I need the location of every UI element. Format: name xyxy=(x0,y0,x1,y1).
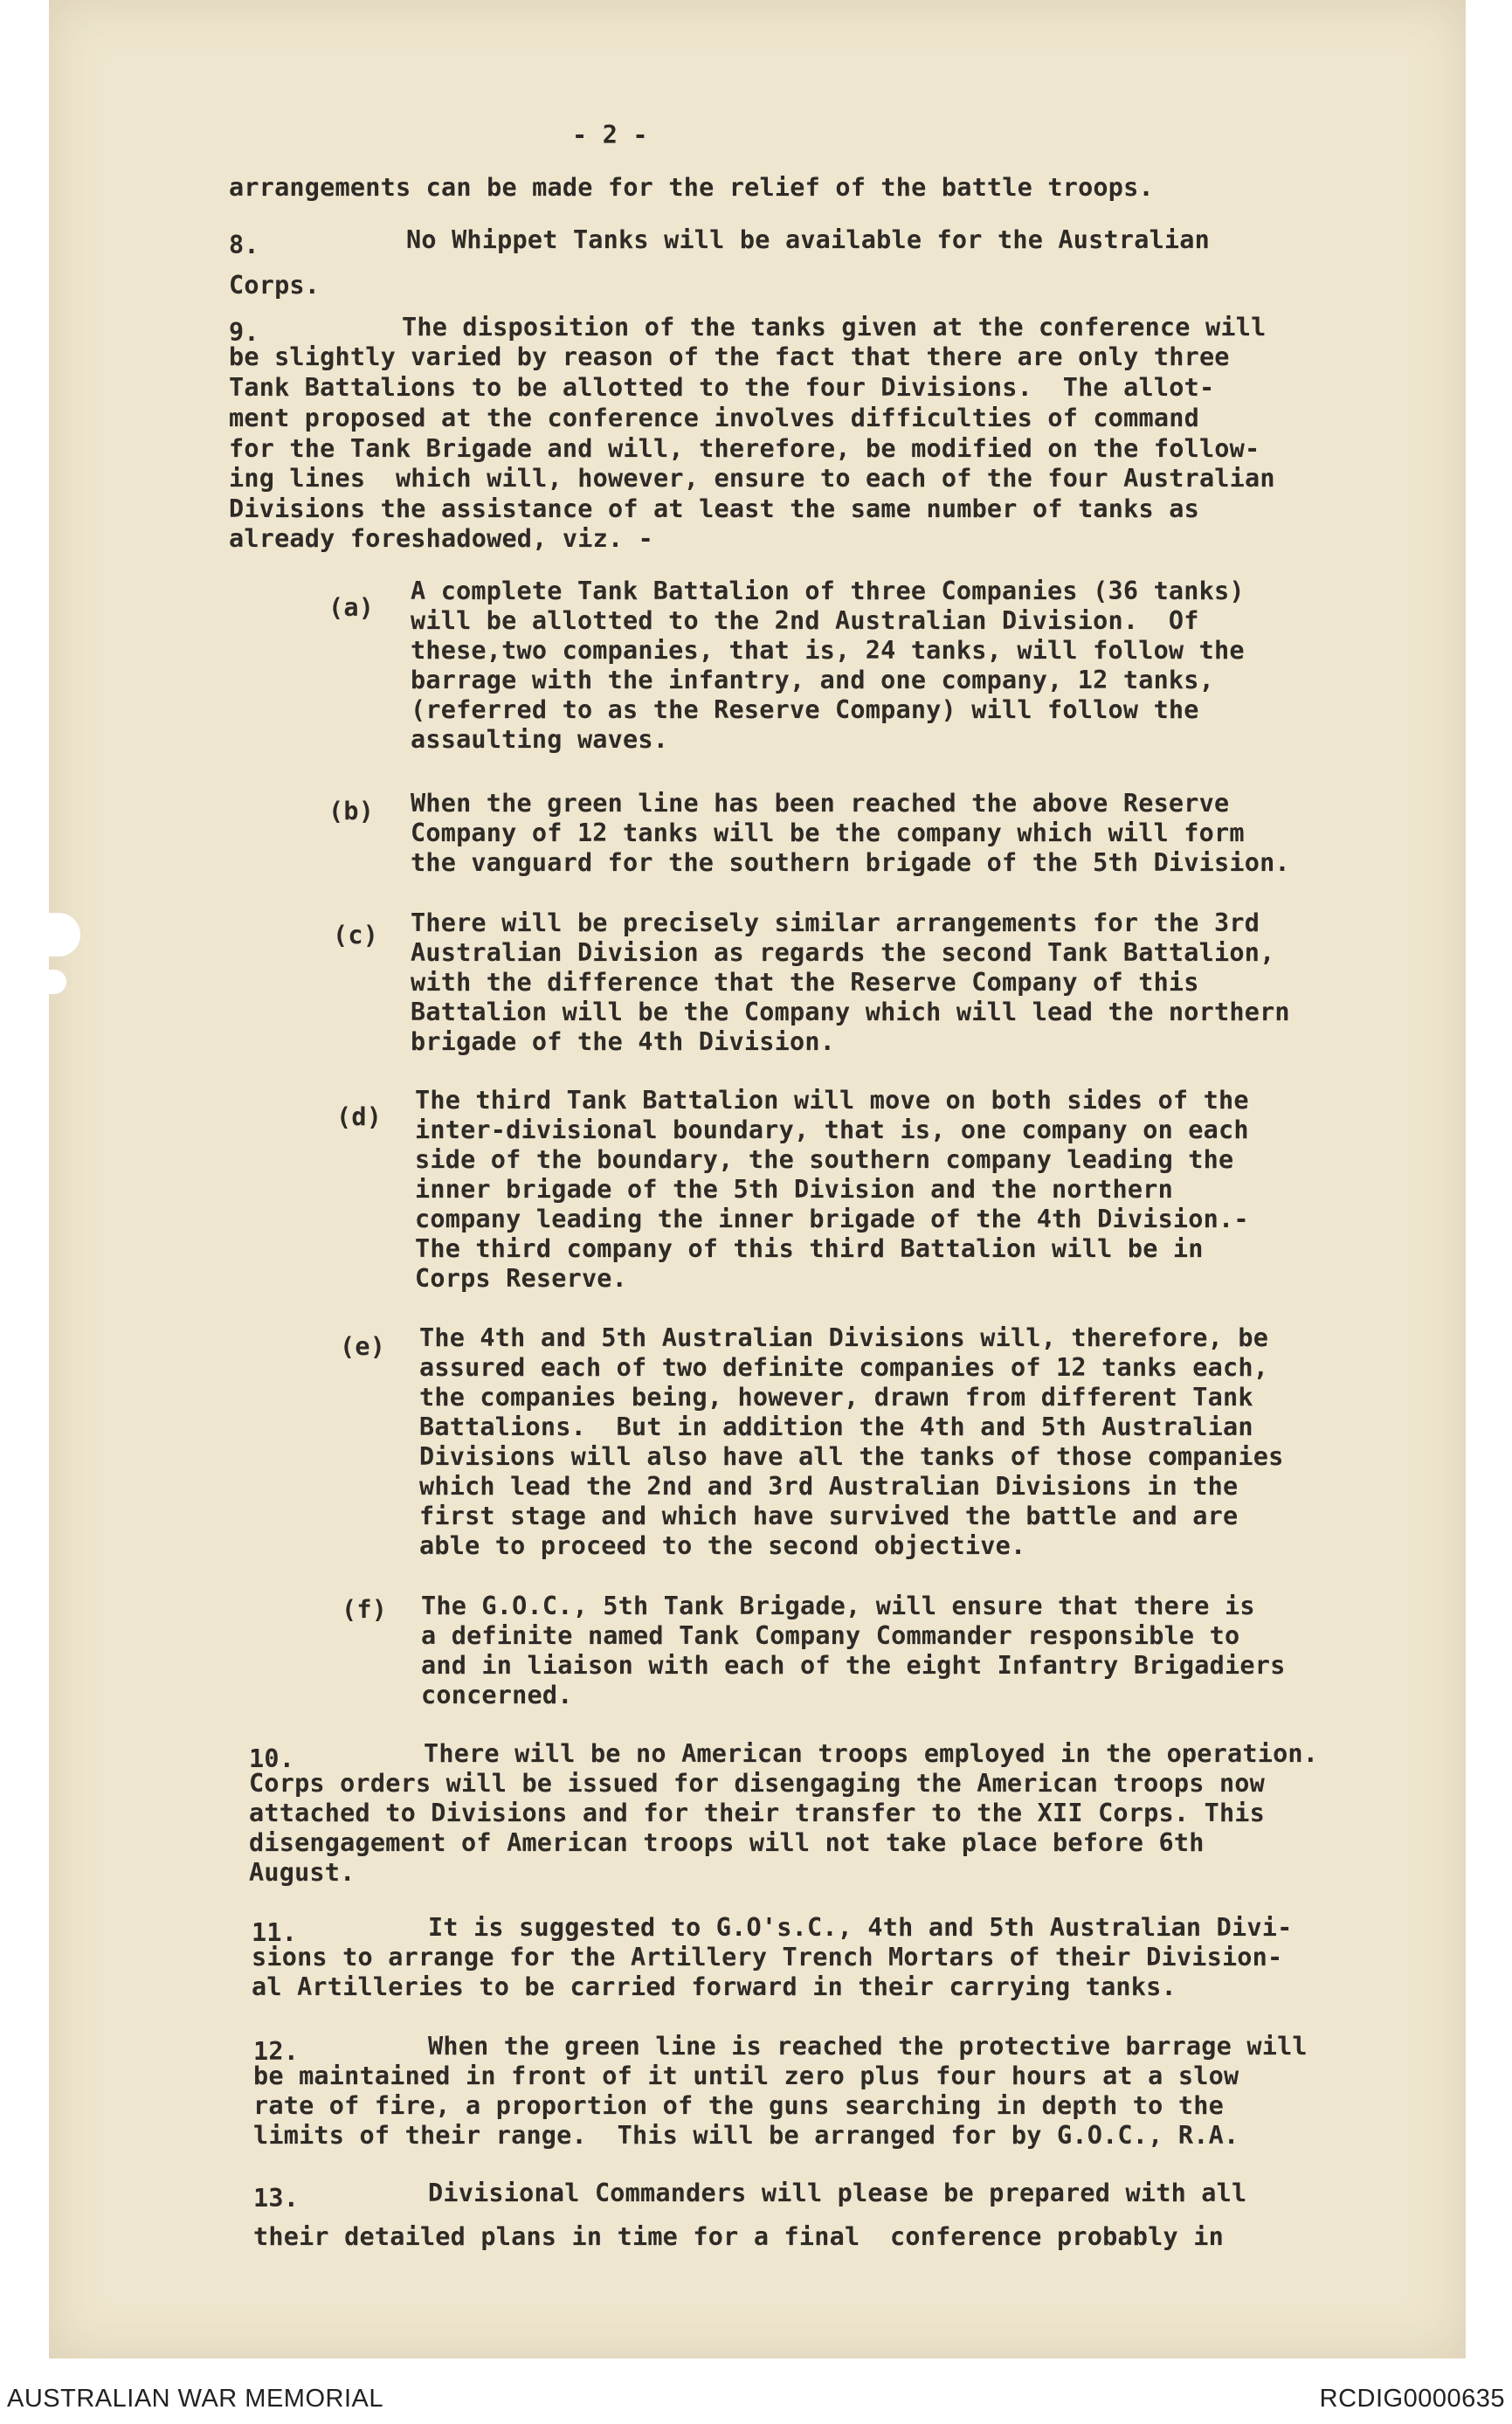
text-line: already foreshadowed, viz. - xyxy=(229,524,654,553)
text-line: Tank Battalions to be allotted to the four Divisions. The allot- xyxy=(229,373,1215,402)
text-line: the companies being, however, drawn from different Tank xyxy=(419,1383,1253,1412)
text-line: (d) xyxy=(336,1102,383,1131)
text-line: ing lines which will, however, ensure to each of the four Australian xyxy=(229,464,1275,493)
text-line: 8. xyxy=(229,231,259,259)
text-line: Australian Division as regards the second Tank Battalion, xyxy=(411,938,1275,967)
text-line: be slightly varied by reason of the fact that there are only three xyxy=(229,342,1230,371)
footer-bar xyxy=(0,2358,1512,2424)
text-line: The disposition of the tanks given at the conference will xyxy=(402,313,1267,342)
text-line: (f) xyxy=(342,1595,388,1624)
text-line: their detailed plans in time for a final conference probably in xyxy=(253,2222,1224,2251)
text-line: with the difference that the Reserve Company of this xyxy=(411,968,1199,997)
text-line: The third company of this third Battalion will be in xyxy=(415,1234,1204,1263)
text-line: 11. xyxy=(252,1918,298,1947)
text-line: It is suggested to G.O's.C., 4th and 5th Australian Divi- xyxy=(428,1913,1293,1942)
text-line: side of the boundary, the southern company leading the xyxy=(415,1145,1234,1174)
text-line: 13. xyxy=(253,2184,300,2213)
text-line: limits of their range. This will be arranged for by G.O.C., R.A. xyxy=(253,2121,1239,2150)
text-line: Divisional Commanders will please be prepared with all xyxy=(428,2179,1247,2207)
text-line: Divisions the assistance of at least the same number of tanks as xyxy=(229,494,1199,523)
text-line: The third Tank Battalion will move on both sides of the xyxy=(415,1086,1249,1115)
footer-identifier: RCDIG0000635 xyxy=(1319,2385,1505,2413)
text-line: able to proceed to the second objective. xyxy=(419,1531,1026,1560)
text-line: Company of 12 tanks will be the company which will form xyxy=(411,818,1245,847)
page-number: - 2 - xyxy=(572,121,648,149)
text-line: these,two companies, that is, 24 tanks, will follow the xyxy=(411,636,1245,665)
text-line: be maintained in front of it until zero plus four hours at a slow xyxy=(253,2061,1239,2090)
text-line: Corps. xyxy=(229,271,321,300)
text-line: the vanguard for the southern brigade of the 5th Division. xyxy=(411,848,1290,877)
text-line: No Whippet Tanks will be available for the Australian xyxy=(406,225,1210,254)
text-line: sions to arrange for the Artillery Trench Mortars of their Division- xyxy=(252,1943,1283,1972)
text-line: assaulting waves. xyxy=(411,725,669,754)
text-line: for the Tank Brigade and will, therefore, be modified on the follow- xyxy=(229,434,1260,463)
text-line: A complete Tank Battalion of three Companies (36 tanks) xyxy=(411,577,1245,605)
text-line: August. xyxy=(249,1858,356,1887)
text-line: (a) xyxy=(328,593,375,622)
text-line: inter-divisional boundary, that is, one company on each xyxy=(415,1115,1249,1144)
text-line: disengagement of American troops will not take place before 6th xyxy=(249,1828,1205,1857)
text-line: barrage with the infantry, and one company, 12 tanks, xyxy=(411,666,1214,694)
text-line: Corps orders will be issued for disengaging the American troops now xyxy=(249,1769,1266,1798)
text-line: and in liaison with each of the eight Infantry Brigadiers xyxy=(421,1651,1286,1680)
text-line: will be allotted to the 2nd Australian Division. Of xyxy=(411,606,1199,635)
text-line: which lead the 2nd and 3rd Australian Divisions in the xyxy=(419,1472,1239,1501)
text-line: al Artilleries to be carried forward in their carrying tanks. xyxy=(252,1972,1177,2001)
text-line: assured each of two definite companies of 12 tanks each, xyxy=(419,1353,1269,1382)
text-line: When the green line has been reached the above Reserve xyxy=(411,789,1230,818)
text-line: (c) xyxy=(333,921,379,950)
text-line: Battalions. But in addition the 4th and 5th Australian xyxy=(419,1412,1253,1441)
text-line: concerned. xyxy=(421,1681,573,1709)
text-line: ment proposed at the conference involves difficulties of command xyxy=(229,404,1199,432)
text-line: When the green line is reached the protective barrage will xyxy=(428,2032,1308,2061)
text-line: (b) xyxy=(328,797,375,825)
text-line: (e) xyxy=(340,1332,386,1361)
text-line: 12. xyxy=(253,2037,300,2066)
text-line: The 4th and 5th Australian Divisions will, therefore, be xyxy=(419,1323,1269,1352)
text-line: There will be no American troops employed in the operation. xyxy=(424,1739,1319,1768)
text-line: arrangements can be made for the relief of the battle troops. xyxy=(229,173,1154,202)
text-line: The G.O.C., 5th Tank Brigade, will ensure that there is xyxy=(421,1592,1255,1620)
text-line: 10. xyxy=(249,1744,295,1773)
text-line: a definite named Tank Company Commander responsible to xyxy=(421,1621,1240,1650)
text-line: brigade of the 4th Division. xyxy=(411,1027,836,1056)
text-line: 9. xyxy=(229,318,259,347)
text-line: Corps Reserve. xyxy=(415,1264,628,1293)
text-line: Divisions will also have all the tanks of those companies xyxy=(419,1442,1284,1471)
text-line: first stage and which have survived the battle and are xyxy=(419,1502,1239,1530)
footer-source: AUSTRALIAN WAR MEMORIAL xyxy=(7,2385,383,2413)
text-line: rate of fire, a proportion of the guns searching in depth to the xyxy=(253,2091,1224,2120)
text-line: company leading the inner brigade of the 4th Division.- xyxy=(415,1205,1249,1233)
text-line: There will be precisely similar arrangements for the 3rd xyxy=(411,908,1260,937)
text-line: inner brigade of the 5th Division and the northern xyxy=(415,1175,1173,1204)
text-line: attached to Divisions and for their transfer to the XII Corps. This xyxy=(249,1799,1266,1827)
text-line: Battalion will be the Company which will lead the northern xyxy=(411,998,1290,1026)
text-line: (referred to as the Reserve Company) will follow the xyxy=(411,695,1199,724)
